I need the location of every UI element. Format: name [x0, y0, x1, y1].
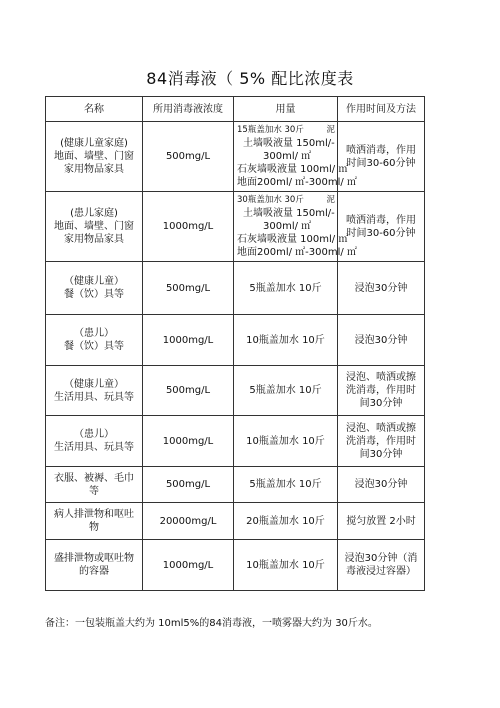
cell-concentration: 1000mg/L	[143, 315, 234, 366]
usage-line: 土墙吸液量 150ml/-	[243, 138, 335, 149]
cell-usage: 10瓶盖加水 10斤	[234, 540, 338, 591]
usage-line: 地面200ml/ ㎡-300ml/ ㎡	[237, 247, 357, 258]
cell-usage: 20瓶盖加水 10斤	[234, 503, 338, 540]
name-line: 生活用具、玩具等	[54, 442, 134, 453]
cell-method	[338, 366, 425, 416]
usage-first-line	[237, 124, 335, 137]
usage-line: 石灰墙吸液量 100ml/ ㎡	[237, 234, 349, 245]
name-line: 餐（饮）具等	[64, 289, 124, 300]
method-line: 洗消毒，作用时	[346, 385, 416, 396]
cell-concentration: 500mg/L	[143, 467, 234, 503]
cell-usage: 5瓶盖加水 10斤	[234, 366, 338, 416]
name-line: （健康儿童）	[64, 276, 124, 287]
name-line: （患儿）	[74, 328, 114, 339]
cell-usage	[234, 122, 357, 192]
document-title: 84消毒液（ 5% 配比浓度表	[146, 69, 354, 88]
cell-method	[338, 540, 425, 591]
usage-text: 泥	[326, 125, 335, 135]
method-line: 间30分钟	[359, 398, 403, 409]
method-line: 浸泡30分钟	[354, 479, 408, 490]
method-line: 喷洒消毒，作用	[346, 214, 416, 226]
cell-name	[46, 315, 143, 366]
cell-usage: 5瓶盖加水 10斤	[234, 262, 338, 315]
name-line: (患儿家庭)	[70, 208, 118, 219]
method-line: 间30分钟	[359, 448, 403, 460]
usage-line: 300ml/ ㎡	[263, 221, 312, 232]
usage-line: 300ml/ ㎡	[263, 151, 312, 162]
usage-text: 30瓶盖加水 30斤	[237, 195, 304, 205]
method-line: 时间30-60分钟	[346, 227, 416, 239]
cell-concentration: 500mg/L	[143, 262, 234, 315]
name-line: （健康儿童）	[64, 378, 124, 390]
table-row	[46, 503, 425, 540]
name-line: 餐（饮）具等	[64, 341, 124, 352]
table-body	[46, 122, 425, 591]
cell-name	[46, 122, 143, 192]
table-row	[46, 366, 425, 416]
table-row	[46, 540, 425, 591]
cell-method	[338, 416, 425, 467]
table-row	[46, 262, 425, 315]
table-row	[46, 315, 425, 366]
name-line: 盛排泄物或呕吐物	[54, 553, 134, 564]
cell-concentration: 1000mg/L	[143, 540, 234, 591]
usage-text: 15瓶盖加水 30斤	[237, 125, 304, 135]
cell-name	[46, 366, 143, 416]
usage-text: 泥	[326, 195, 335, 205]
name-line: 地面、墙壁、门窗	[54, 221, 134, 232]
footnote: 备注：一包装瓶盖大约为 10ml5%的84消毒液，一喷雾器大约为 30斤水。	[45, 618, 378, 629]
cell-name	[46, 416, 143, 467]
name-line: 家用物品家具	[64, 234, 124, 245]
cell-name	[46, 262, 143, 315]
usage-first-line	[237, 194, 335, 207]
method-line: 浸泡、喷洒或擦	[346, 422, 416, 434]
cell-method	[338, 467, 425, 503]
cell-concentration: 500mg/L	[143, 122, 234, 192]
header-concentration: 所用消毒液浓度	[143, 97, 234, 122]
cell-method	[338, 503, 425, 540]
method-line: 浸泡30分钟（消	[344, 553, 418, 564]
method-line: 洗消毒，作用时	[346, 435, 416, 447]
header-usage: 用量	[234, 97, 338, 122]
table-header-row	[46, 97, 425, 122]
cell-concentration: 1000mg/L	[143, 192, 234, 262]
name-line: 衣服、被褥、毛巾	[54, 472, 134, 484]
name-line: 等	[89, 485, 99, 497]
method-line: 毒液浸过容器）	[346, 566, 416, 577]
name-line: (健康儿童家庭)	[60, 138, 128, 149]
usage-line: 地面200ml/ ㎡-300ml/ ㎡	[237, 177, 357, 188]
table-row	[46, 122, 425, 192]
cell-usage: 10瓶盖加水 10斤	[234, 416, 338, 467]
cell-method	[338, 315, 425, 366]
usage-line: 石灰墙吸液量 100ml/ ㎡	[237, 164, 349, 175]
method-line: 搅匀放置 2小时	[346, 515, 416, 527]
table-row	[46, 467, 425, 503]
cell-usage: 10瓶盖加水 10斤	[234, 315, 338, 366]
table-row	[46, 192, 425, 262]
name-line: 家用物品家具	[64, 164, 124, 175]
header-method: 作用时间及方法	[338, 97, 425, 122]
header-name: 名称	[46, 97, 143, 122]
name-line: 病人排泄物和呕吐	[54, 509, 134, 520]
cell-concentration: 20000mg/L	[143, 503, 234, 540]
cell-concentration: 500mg/L	[143, 366, 234, 416]
cell-usage: 5瓶盖加水 10斤	[234, 467, 338, 503]
table-row	[46, 416, 425, 467]
cell-method	[338, 262, 425, 315]
name-line: 的容器	[79, 566, 109, 577]
method-line: 时间30-60分钟	[346, 157, 416, 169]
name-line: 地面、墙壁、门窗	[54, 151, 134, 162]
dilution-table	[45, 96, 425, 591]
name-line: 物	[89, 522, 99, 533]
cell-name	[46, 467, 143, 503]
cell-name	[46, 192, 143, 262]
cell-usage	[234, 192, 357, 262]
method-line: 浸泡、喷洒或擦	[346, 372, 416, 383]
usage-line: 土墙吸液量 150ml/-	[243, 208, 335, 219]
cell-concentration: 1000mg/L	[143, 416, 234, 467]
method-line: 浸泡30分钟	[354, 282, 408, 294]
method-line: 喷洒消毒，作用	[346, 144, 416, 156]
name-line: 生活用具、玩具等	[54, 391, 134, 403]
cell-name	[46, 503, 143, 540]
method-line: 浸泡30分钟	[354, 334, 408, 346]
name-line: （患儿）	[74, 429, 114, 440]
cell-name	[46, 540, 143, 591]
